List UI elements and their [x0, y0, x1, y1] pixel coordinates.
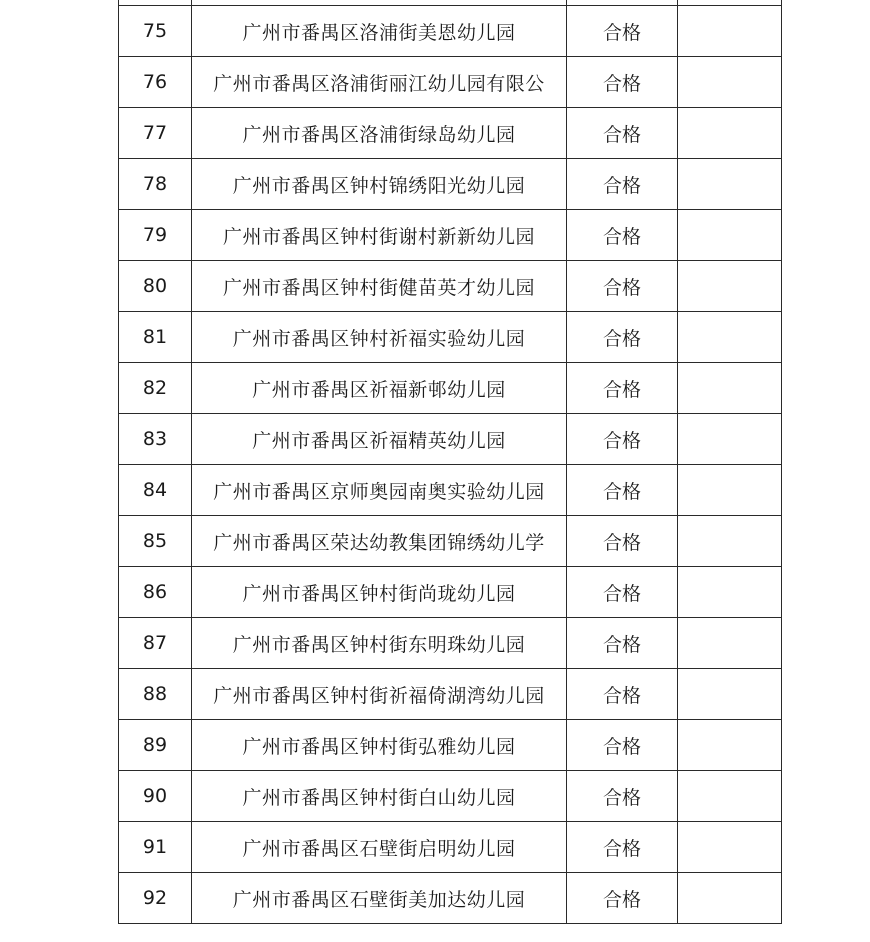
cell-result: 合格 — [567, 414, 678, 465]
cell-result: 合格 — [567, 210, 678, 261]
table-row — [119, 261, 782, 312]
table-row — [119, 771, 782, 822]
cell-note — [678, 6, 782, 57]
cell-kindergarten-name: 广州市番禺区钟村街尚珑幼儿园 — [192, 567, 567, 618]
cell-note — [678, 873, 782, 924]
cell-no: 79 — [119, 210, 192, 261]
cell-result: 合格 — [567, 159, 678, 210]
cell-kindergarten-name: 广州市番禺区钟村祈福实验幼儿园 — [192, 312, 567, 363]
cell-no: 80 — [119, 261, 192, 312]
table-row — [119, 822, 782, 873]
cell-no: 76 — [119, 57, 192, 108]
cell-note — [678, 618, 782, 669]
cell-no: 88 — [119, 669, 192, 720]
cell-note — [678, 261, 782, 312]
table-body — [119, 0, 782, 924]
cell-no: 85 — [119, 516, 192, 567]
cell-result: 合格 — [567, 465, 678, 516]
cell-kindergarten-name: 广州市番禺区钟村街祈福倚湖湾幼儿园 — [192, 669, 567, 720]
cell-note — [678, 669, 782, 720]
cell-kindergarten-name: 广州市番禺区祈福精英幼儿园 — [192, 414, 567, 465]
cell-result: 合格 — [567, 618, 678, 669]
cell-kindergarten-name: 广州市番禺区钟村街弘雅幼儿园 — [192, 720, 567, 771]
table-row — [119, 210, 782, 261]
cell-result: 合格 — [567, 261, 678, 312]
cell-no: 82 — [119, 363, 192, 414]
cell-no: 91 — [119, 822, 192, 873]
cell-no: 78 — [119, 159, 192, 210]
cell-no: 83 — [119, 414, 192, 465]
cell-result: 合格 — [567, 312, 678, 363]
table-row — [119, 618, 782, 669]
cell-no: 89 — [119, 720, 192, 771]
cell-result: 合格 — [567, 771, 678, 822]
cell-result: 合格 — [567, 822, 678, 873]
cell-note — [678, 159, 782, 210]
cell-kindergarten-name: 广州市番禺区荣达幼教集团锦绣幼儿学 — [192, 516, 567, 567]
cell-no: 90 — [119, 771, 192, 822]
table-row — [119, 465, 782, 516]
table-row — [119, 516, 782, 567]
cell-kindergarten-name: 广州市番禺区钟村街谢村新新幼儿园 — [192, 210, 567, 261]
cell-kindergarten-name: 广州市番禺区石壁街美加达幼儿园 — [192, 873, 567, 924]
cell-no: 75 — [119, 6, 192, 57]
cell-result: 合格 — [567, 516, 678, 567]
table-row — [119, 57, 782, 108]
table-row — [119, 669, 782, 720]
cell-no: 81 — [119, 312, 192, 363]
cell-note — [678, 210, 782, 261]
cell-note — [678, 516, 782, 567]
cell-note — [678, 567, 782, 618]
cell-note — [678, 822, 782, 873]
cell-kindergarten-name: 广州市番禺区钟村街白山幼儿园 — [192, 771, 567, 822]
cell-kindergarten-name: 广州市番禺区洛浦街美恩幼儿园 — [192, 6, 567, 57]
table-row — [119, 363, 782, 414]
cell-result: 合格 — [567, 57, 678, 108]
cell-result: 合格 — [567, 108, 678, 159]
cell-kindergarten-name: 广州市番禺区洛浦街丽江幼儿园有限公 — [192, 57, 567, 108]
cell-kindergarten-name: 广州市番禺区钟村街健苗英才幼儿园 — [192, 261, 567, 312]
cell-kindergarten-name: 广州市番禺区祈福新邨幼儿园 — [192, 363, 567, 414]
cell-kindergarten-name: 广州市番禺区洛浦街绿岛幼儿园 — [192, 108, 567, 159]
cell-result: 合格 — [567, 6, 678, 57]
cell-note — [678, 414, 782, 465]
cell-no: 87 — [119, 618, 192, 669]
cell-no: 84 — [119, 465, 192, 516]
cell-note — [678, 108, 782, 159]
cell-no: 92 — [119, 873, 192, 924]
table-row — [119, 720, 782, 771]
inspection-results-table-container — [118, 0, 781, 924]
cell-note — [678, 312, 782, 363]
cell-note — [678, 465, 782, 516]
cell-result: 合格 — [567, 720, 678, 771]
cell-result: 合格 — [567, 567, 678, 618]
cell-result: 合格 — [567, 669, 678, 720]
cell-kindergarten-name: 广州市番禺区石壁街启明幼儿园 — [192, 822, 567, 873]
table-row — [119, 567, 782, 618]
table-row — [119, 312, 782, 363]
cell-kindergarten-name: 广州市番禺区京师奥园南奥实验幼儿园 — [192, 465, 567, 516]
cell-note — [678, 363, 782, 414]
cell-no: 86 — [119, 567, 192, 618]
table-row — [119, 6, 782, 57]
inspection-results-table — [118, 0, 782, 924]
cell-no: 77 — [119, 108, 192, 159]
cell-note — [678, 771, 782, 822]
table-row — [119, 108, 782, 159]
table-row — [119, 414, 782, 465]
cell-result: 合格 — [567, 363, 678, 414]
cell-note — [678, 57, 782, 108]
cell-note — [678, 720, 782, 771]
table-row — [119, 159, 782, 210]
cell-kindergarten-name: 广州市番禺区钟村锦绣阳光幼儿园 — [192, 159, 567, 210]
table-row — [119, 873, 782, 924]
cell-kindergarten-name: 广州市番禺区钟村街东明珠幼儿园 — [192, 618, 567, 669]
cell-result: 合格 — [567, 873, 678, 924]
